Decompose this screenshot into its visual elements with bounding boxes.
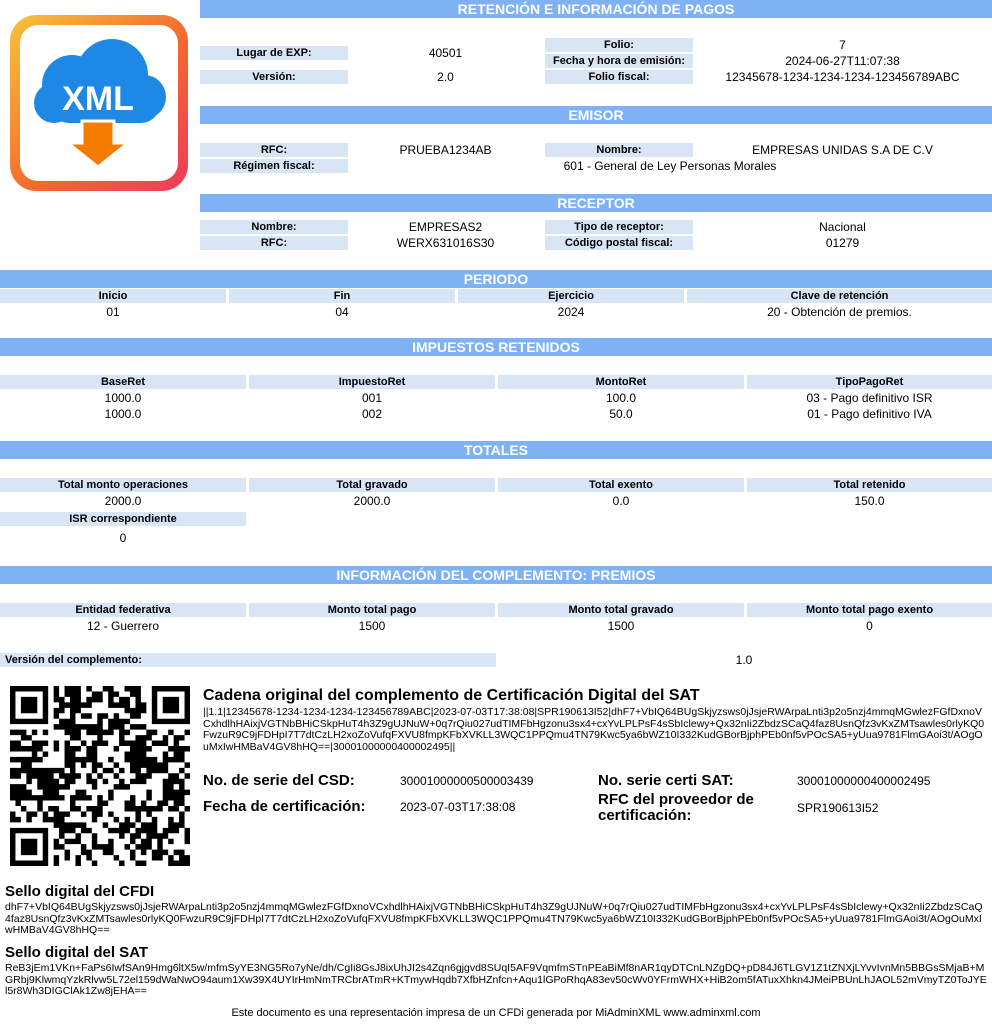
tipo-receptor-value: Nacional (819, 220, 866, 234)
folio-label: Folio: (545, 38, 693, 52)
section-title-receptor: RECEPTOR (200, 194, 992, 212)
impuestos-header: ImpuestoRet (249, 375, 495, 389)
version-value: 2.0 (437, 70, 454, 84)
rfc-proveedor-label: RFC del proveedor de certificación: (598, 791, 754, 824)
receptor-rfc-label: RFC: (200, 236, 348, 250)
periodo-header: Inicio (0, 289, 226, 303)
emisor-rfc-value: PRUEBA1234AB (399, 143, 492, 157)
impuestos-cell: 100.0 (605, 391, 637, 405)
complemento-header: Monto total pago exento (747, 603, 992, 617)
emisor-nombre-label: Nombre: (545, 143, 693, 157)
emisor-nombre-value: EMPRESAS UNIDAS S.A DE C.V (752, 143, 933, 157)
complemento-header: Monto total pago (249, 603, 495, 617)
serie-sat-label: No. serie certi SAT: (598, 772, 734, 789)
cadena-original-title: Cadena original del complemento de Certificación Digital del SAT (203, 687, 700, 704)
section-title-impuestos: IMPUESTOS RETENIDOS (0, 338, 992, 356)
section-title-emisor: EMISOR (200, 106, 992, 124)
receptor-rfc-value: WERX631016S30 (396, 236, 495, 250)
app-logo (10, 15, 188, 191)
emisor-rfc-label: RFC: (200, 143, 348, 157)
impuestos-cell: 1000.0 (104, 407, 142, 421)
lugar-exp-value: 40501 (428, 46, 463, 60)
totales-header: Total exento (498, 478, 744, 492)
totales-value: 150.0 (854, 494, 885, 508)
qr-code-icon (10, 686, 190, 866)
impuestos-cell: 50.0 (609, 407, 633, 421)
periodo-value: 20 - Obtención de premios. (767, 305, 912, 319)
tipo-receptor-label: Tipo de receptor: (545, 220, 693, 234)
impuestos-cell: 03 - Pago definitivo ISR (806, 391, 933, 405)
complemento-value: 1500 (607, 619, 635, 633)
impuestos-header: BaseRet (0, 375, 246, 389)
fecha-certificacion-value: 2023-07-03T17:38:08 (400, 800, 516, 814)
complemento-header: Entidad federativa (0, 603, 246, 617)
fecha-certificacion-label: Fecha de certificación: (203, 798, 366, 815)
cadena-original-text: ||1.1|12345678-1234-1234-1234-123456789ABC|2023-07-03T17:38:08|SPR190613I52|dhF7+VbIQ64BUgSkjyzsws0jJsjeRWArpaLnti3p2o5nzj4mmqMGwlezFGfDxnoVCxhdlhHAixjVGTNbBHiCSkpHuT4h3Z9gUJNuW+0q7rQiu027udTIMFbHgzonu3sx4+cxYvLPLPsF4sSbIclewy+Qx32nIi2ZbdzSCaQ4faz8UsnQfz3vKxZMTsawles0rlyKQ0FwzuR9C9jFDHpI7T7dtCzLH2xoZoVufqFXVU8fmpKFbXVKLL3WQC1PPQmu4TN79Kwc5ya6bWZ10I332KudGBorBjphPEb0nf5vPOcSA5+yUua9781FlmGAoi3t/AOgOuMxIwHMBaV4GV8hHQ==|30001000000400002495|| (203, 706, 985, 753)
codigo-postal-label: Código postal fiscal: (545, 236, 693, 250)
impuestos-cell: 01 - Pago definitivo IVA (807, 407, 932, 421)
fecha-emision-value: 2024-06-27T11:07:38 (785, 54, 900, 68)
sello-sat-text: ReB3jEm1VKn+FaPs6IwfSAn9Hmg6ltX5w/mfmSyYE3NG5Ro7yNe/dh/CgIi8GsJ8ixUhJI2s4Zqn6gjgvd8SUqI5AF9VqmfmSTnPEaBiMf8nAR1qyDTCnLNZgDQ+pD84J6TLGV1Z1tZNXjLYvvIvnMn5BBGsSMjaB+MGRbj9KlwmqYzkRlvw5L72el159dWaNwO94aum1Xw39X4UYIrHmNmTRCbrATmR+KTmywHqdb7XfbHZnfcn+Aqu1lGPoRhqA83ev50cWv0YFrmWHX+HiB2om5fATuxXhkn4JMeiPBUnLhJAOL52mVmyTZ0ToJYEl5r8Wh3DIGClAk1Zw8jEHA== (5, 962, 987, 997)
fecha-emision-label: Fecha y hora de emisión: (545, 54, 693, 68)
sello-cfdi-text: dhF7+VbIQ64BUgSkjyzsws0jJsjeRWArpaLnti3p2o5nzj4mmqMGwlezFGfDxnoVCxhdlhHAixjVGTNbBHiCSkpHuT4h3Z9gUJNuW+0q7rQiu027udTIMFbHgzonu3sx4+cxYvLPLPsF4sSbIclewy+Qx32nIi2ZbdzSCaQ4faz8UsnQfz3vKxZMTsawles0rlyKQ0FwzuR9C9jFDHpI7T7dtCzLH2xoZoVufqFXVU8fmpKFbXVKLL3WQC1PPQmu4TN79Kwc5ya6bWZ10I332KudGBorBjphPEb0nf5vPOcSA5+yUua9781FlmGAoi3t/AOgOuMxIwHMBaV4GV8hHQ== (5, 901, 983, 936)
folio-fiscal-value: 12345678-1234-1234-1234-123456789ABC (725, 70, 960, 84)
rfc-proveedor-value: SPR190613I52 (797, 801, 879, 815)
version-complemento-value: 1.0 (735, 653, 753, 667)
version-complemento-label: Versión del complemento: (0, 653, 496, 667)
periodo-value: 01 (106, 305, 120, 319)
impuestos-cell: 1000.0 (104, 391, 142, 405)
totales-value: 0.0 (612, 494, 630, 508)
logo-text: XML (62, 80, 134, 118)
serie-csd-label: No. de serie del CSD: (203, 772, 355, 789)
receptor-nombre-label: Nombre: (200, 220, 348, 234)
sello-cfdi-title: Sello digital del CFDI (5, 883, 155, 900)
receptor-nombre-value: EMPRESAS2 (408, 220, 483, 234)
totales-value: 2000.0 (353, 494, 391, 508)
footer-note: Este documento es una representación impresa de un CFDi generada por MiAdminXML www.adminxml.com (231, 1007, 761, 1019)
folio-value: 7 (839, 38, 846, 52)
serie-csd-value: 30001000000500003439 (400, 774, 534, 788)
impuestos-cell: 002 (361, 407, 383, 421)
periodo-header: Ejercicio (458, 289, 684, 303)
version-label: Versión: (200, 70, 348, 84)
periodo-value: 04 (335, 305, 349, 319)
totales-value: 2000.0 (104, 494, 142, 508)
totales-header: Total gravado (249, 478, 495, 492)
serie-sat-value: 30001000000400002495 (797, 774, 931, 788)
complemento-value: 0 (866, 619, 873, 633)
section-title-retencion: RETENCIÓN E INFORMACIÓN DE PAGOS (200, 0, 992, 18)
totales-header: Total retenido (747, 478, 992, 492)
totales-header: Total monto operaciones (0, 478, 246, 492)
impuestos-cell: 001 (361, 391, 383, 405)
isr-correspondiente-label: ISR correspondiente (0, 512, 246, 526)
sello-sat-title: Sello digital del SAT (5, 944, 149, 961)
complemento-value: 12 - Guerrero (86, 619, 160, 633)
isr-correspondiente-value: 0 (119, 531, 127, 545)
periodo-header: Fin (229, 289, 455, 303)
periodo-header: Clave de retención (687, 289, 992, 303)
regimen-fiscal-value: 601 - General de Ley Personas Morales (563, 159, 777, 173)
complemento-header: Monto total gravado (498, 603, 744, 617)
periodo-value: 2024 (557, 305, 585, 319)
folio-fiscal-label: Folio fiscal: (545, 70, 693, 84)
xml-cloud-download-icon (20, 25, 178, 181)
impuestos-header: TipoPagoRet (747, 375, 992, 389)
complemento-value: 1500 (358, 619, 386, 633)
codigo-postal-value: 01279 (825, 236, 860, 250)
regimen-fiscal-label: Régimen fiscal: (200, 159, 348, 173)
section-title-complemento: INFORMACIÓN DEL COMPLEMENTO: PREMIOS (0, 566, 992, 584)
section-title-totales: TOTALES (0, 441, 992, 459)
section-title-periodo: PERIODO (0, 270, 992, 288)
lugar-exp-label: Lugar de EXP: (200, 46, 348, 60)
impuestos-header: MontoRet (498, 375, 744, 389)
